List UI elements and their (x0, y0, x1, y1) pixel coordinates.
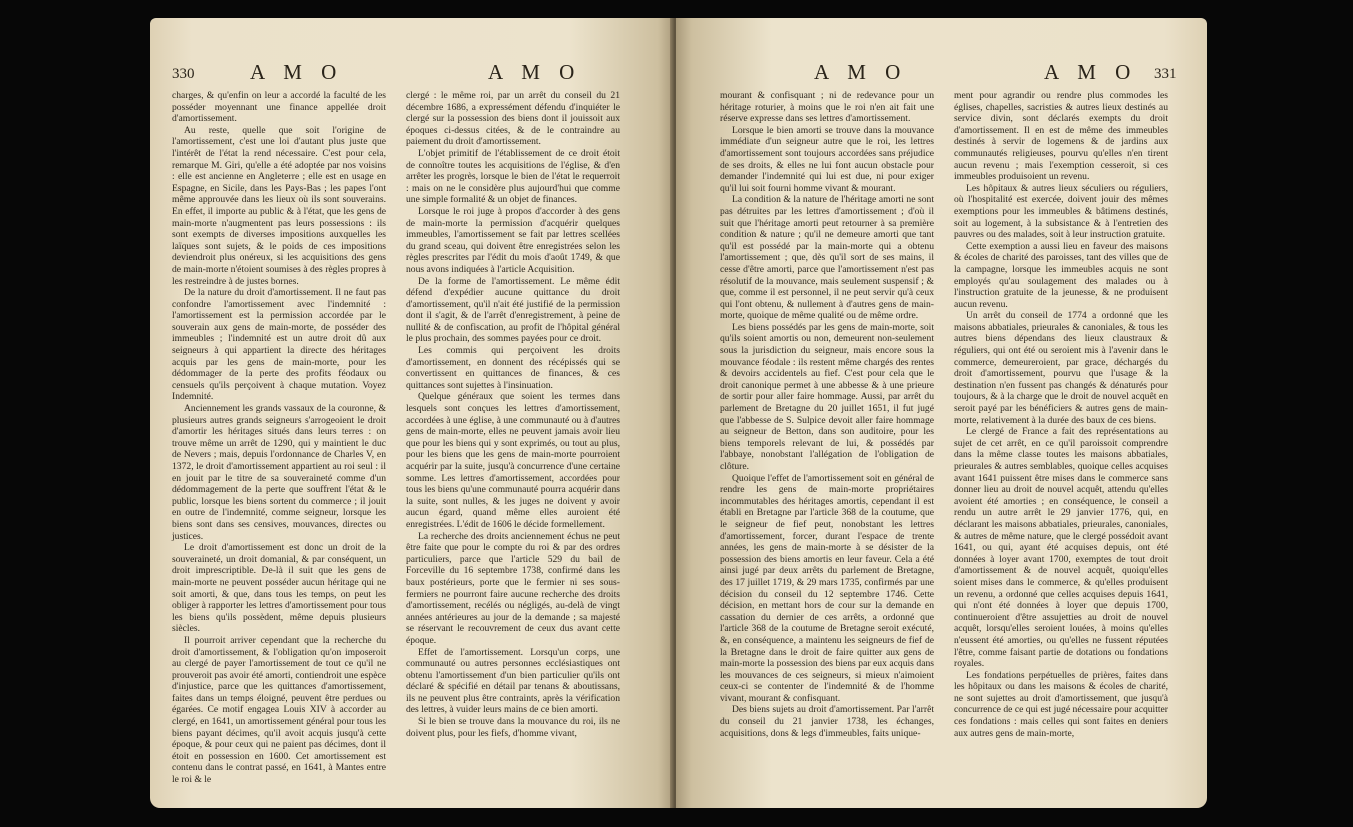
paragraph: Les hôpitaux & autres lieux séculiers ou réguliers, où l'hospitalité est exercée, doivent jouir des mêmes exemptions pour les immeubles & bâtimens destinés, soit au logement, à la subsistance & à l'entretien des pauvres ou des malades, soit à leur instruction gratuite. (954, 182, 1168, 241)
paragraph: Le clergé de France a fait des représentations au sujet de cet arrêt, en ce qu'il paroissoit comprendre dans la même classe toutes les maisons abbatiales, prieurales & autres semblables, quoique celles acquises avant 1641 puissent être mises dans le commerce sans donner lieu au droit de nouvel acquêt, attendu qu'elles avoient été amorties ; en conséquence, le conseil a rendu un autre arrêt le 29 janvier 1776, qui, en déclarant les maisons abbatiales, prieurales, canoniales, & autres de même nature, que le clergé possédoit avant 1641, ou qui, ayant été acquises depuis, ont été données à loyer avant 1700, exemptes de tout droit d'amortissement & de nouvel acquêt, quoiqu'elles soient mises dans le commerce, & qu'elles produisent un revenu, a ordonné que celles acquises depuis 1641, qui n'ont été données à loyer que depuis 1700, continueroient d'être assujetties au droit de nouvel acquêt, lorsqu'elles seroient louées, à moins qu'elles n'eussent été amorties, ou qu'elles ne fussent réputées l'être, comme faisant partie de dotations ou fondations royales. (954, 426, 1168, 670)
paragraph: charges, & qu'enfin on leur a accordé la faculté de les posséder moyennant une finance appellée droit d'amortissement. (172, 90, 386, 125)
left-page-column-2 (406, 90, 620, 739)
right-page-header (676, 60, 1207, 86)
paragraph: Cette exemption a aussi lieu en faveur des maisons & écoles de charité des paroisses, tant des villes que de la campagne, lorsque les immeubles acquis ne sont employés qu'au soulagement des malades ou à l'instruction gratuite de la jeunesse, & ne produisent aucun revenu. (954, 240, 1168, 310)
left-page-column-1 (172, 90, 386, 786)
right-page (676, 18, 1207, 808)
paragraph: La condition & la nature de l'héritage amorti ne sont pas détruites par les lettres d'amortissement ; d'où il suit que l'héritage amorti peut retourner à sa première condition & nature ; qu'il ne demeure amorti que tant qu'il est possédé par la main-morte qui a obtenu l'amortissement ; que, dès qu'il sort de ses mains, il cesse d'être amorti, parce que l'amortissement n'est pas résolutif de la mouvance, mais seulement suspensif ; & que, comme il est personnel, il ne peut servir qu'à ceux qui l'ont obtenu, & nullement à d'autres gens de main-morte, quoique de même qualité ou de même ordre. (720, 194, 934, 322)
book-spread (150, 18, 1205, 816)
paragraph: Lorsque le bien amorti se trouve dans la mouvance immédiate d'un seigneur autre que le roi, les lettres d'amortissement sont toujours accordées sans préjudice de ses droits, & elles ne lui font aucun obstacle pour demander l'indemnité qui lui est due, ni pour exiger qu'il lui soit fourni homme vivant & mourant. (720, 124, 934, 194)
right-page-column-2 (954, 90, 1168, 739)
paragraph: De la nature du droit d'amortissement. Il ne faut pas confondre l'amortissement avec l'indemnité : l'amortissement est la permission accordée par le souverain aux gens de main-morte, de posséder des immeubles ; l'indemnité est un autre droit dû aux seigneurs à qui appartient la directe des héritages acquis par les gens de main-morte, pour les dédommager de la perte des profits féodaux ou censuels qu'ils perçoivent à chaque mutation. Voyez Indemnité. (172, 287, 386, 403)
paragraph: Si le bien se trouve dans la mouvance du roi, ils ne doivent plus, pour les fiefs, d'homme vivant, (406, 716, 620, 739)
paragraph: Les commis qui perçoivent les droits d'amortissement, en donnent des récépissés qui se convertissent en quittances de finances, & ces quittances sont sujettes à l'insinuation. (406, 345, 620, 391)
left-header-word-2: A M O (488, 60, 582, 84)
paragraph: La recherche des droits anciennement échus ne peut être faite que pour le compte du roi & par des ordres particuliers, parce que l'article 529 du bail de Forceville du 16 septembre 1738, confirmé dans les baux postérieurs, porte que le fermier ni ses sous-fermiers ne pourront faire aucune recherche des droits d'amortissement, recélés ou négligés, au-delà de vingt années antérieures au jour de la demande ; sa majesté se réservant le recouvrement de ceux dus avant cette époque. (406, 530, 620, 646)
paragraph: Le droit d'amortissement est donc un droit de la souveraineté, un droit domanial, & par conséquent, un droit imprescriptible. De-là il suit que les gens de main-morte ne peuvent posséder aucun héritage qui ne soit amorti, & que, dans tous les temps, on peut les obliger à rapporter les lettres d'amortissement pour tous les biens qu'ils possèdent, même depuis plusieurs siècles. (172, 542, 386, 635)
right-header-word-1: A M O (814, 60, 908, 84)
paragraph: Il pourroit arriver cependant que la recherche du droit d'amortissement, & l'obligation qu'on imposeroit au clergé de payer l'amortissement de tout ce qu'il ne prouveroit pas avoir été amorti, contiendroit une espèce d'injustice, parce que les quittances d'amortissement, faites dans un temps éloigné, peuvent être perdues ou égarées. Ce motif engagea Louis XIV à accorder au clergé, en 1641, un amortissement général pour tous les biens payant décimes, qu'il avoit acquis jusqu'à cette époque, & pour ceux qui ne paient pas décimes, dont il étoit en possession en 1600. Cet amortissement est contenu dans le contrat passé, en 1641, à Mantes entre le roi & le (172, 634, 386, 786)
paragraph: Quoique l'effet de l'amortissement soit en général de rendre les gens de main-morte propriétaires incommutables des héritages amortis, cependant il est établi en Bretagne par l'article 368 de la coutume, que le seigneur de fief peut, nonobstant les lettres d'amortissement, forcer, durant l'espace de trente années, les gens de main-morte à se désister de la possession des biens amortis en leur faveur. Cela a été ainsi jugé par deux arrêts du parlement de Bretagne, des 17 juillet 1719, & 29 mars 1735, confirmés par une décision du conseil du 12 septembre 1746. Cette décision, en mettant hors de cour sur la demande en cassation du dernier de ces arrêts, a ordonné que l'article 368 de la coutume de Bretagne seroit exécuté, &, en conséquence, a maintenu les seigneurs de fief de la Bretagne dans le droit de faire quitter aux gens de main-morte la possession des biens par eux acquis dans les mouvances de ces seigneurs, si mieux n'aimoient ceux-ci se contenter de l'indemnité & de l'homme vivant, mourant & confisquant. (720, 472, 934, 704)
paragraph: Anciennement les grands vassaux de la couronne, & plusieurs autres grands seigneurs s'arrogeoient le droit d'amortir les héritages situés dans leurs terres : on trouve même un arrêt de 1290, qui y maintient le duc de Nevers ; mais, depuis l'ordonnance de Charles V, en 1372, le droit d'amortissement appartient au roi seul : il en jouit par le titre de sa souveraineté comme d'un dédommagement de la perte que souffrent l'état & le public, lorsque les biens sortent du commerce ; il jouit en outre de l'indemnité, comme seigneur, lorsque les biens sont dans ses censives, mouvances, directes ou justices. (172, 403, 386, 542)
left-header-word-1: A M O (250, 60, 344, 84)
paragraph: Un arrêt du conseil de 1774 a ordonné que les maisons abbatiales, prieurales & canoniales, & tous les autres biens dépendans des lieux claustraux & réguliers, qui ont été ou seroient mis à l'avenir dans le commerce, demeureroient, par grace, déchargés du droit d'amortissement, pourvu que l'usage & la destination n'en fussent pas changés & dénaturés pour toujours, & à la charge que le droit de nouvel acquêt en seroit payé par les bénéficiers & autres gens de main-morte, relativement à la durée des baux de ces biens. (954, 310, 1168, 426)
paragraph: Lorsque le roi juge à propos d'accorder à des gens de main-morte la permission d'acquérir quelques immeubles, l'amortissement se fait par lettres scellées du grand sceau, qui doivent être enregistrées selon les règles prescrites par l'édit du mois d'août 1749, & que nous avons indiquées à l'article Acquisition. (406, 205, 620, 275)
paragraph: ment pour agrandir ou rendre plus commodes les églises, chapelles, sacristies & autres lieux destinés au service divin, sont déclarés exempts du droit d'amortissement. Il en est de même des immeubles destinés à servir de logemens & de jardins aux communautés religieuses, pourvu qu'elles n'en tirent aucun revenu ; mais l'exemption cesseroit, si ces immeubles produisoient un revenu. (954, 90, 1168, 183)
paragraph: clergé : le même roi, par un arrêt du conseil du 21 décembre 1686, a expressément défendu d'inquiéter le clergé sur la possession des biens dont il jouissoit aux époques ci-dessus citées, & de le contraindre au paiement du droit d'amortissement. (406, 90, 620, 148)
paragraph: mourant & confisquant ; ni de redevance pour un héritage roturier, à moins que le roi n'en ait fait une réserve expresse dans ses lettres d'amortissement. (720, 90, 934, 125)
paragraph: Quelque généraux que soient les termes dans lesquels sont conçues les lettres d'amortissement, accordées à une église, à une communauté ou à d'autres gens de main-morte, elles ne peuvent jamais avoir lieu que pour les biens qui y sont exprimés, ou tout au plus, pour les biens que les gens de main-morte pourroient acquérir par la suite, jusqu'à concurrence d'une certaine somme. Les lettres d'amortissement, accordées pour tous les biens qu'une communauté pourra acquérir dans la suite, sont nulles, & les juges ne doivent y avoir aucun égard, quand même elles auroient été enregistrées. L'édit de 1606 le décide formellement. (406, 391, 620, 530)
left-page (150, 18, 674, 808)
paragraph: Effet de l'amortissement. Lorsqu'un corps, une communauté ou autres personnes ecclésiastiques ont obtenu l'amortissement d'un bien particulier qu'ils ont déclaré & spécifié en détail par tenans & aboutissans, ils ne peuvent plus être contraints, après la vérification des lettres, à vuider leurs mains de ce bien amorti. (406, 646, 620, 716)
paragraph: Les fondations perpétuelles de prières, faites dans les hôpitaux ou dans les maisons & écoles de charité, ne sont sujettes au droit d'amortissement, que jusqu'à concurrence de ce qui est jugé nécessaire pour acquitter ces fondations : mais celles qui sont faites en deniers aux autres gens de main-morte, (954, 669, 1168, 739)
paragraph: Des biens sujets au droit d'amortissement. Par l'arrêt du conseil du 21 janvier 1738, les échanges, acquisitions, dons & legs d'immeubles, faits unique- (720, 704, 934, 739)
right-page-column-1 (720, 90, 934, 739)
left-page-number: 330 (172, 66, 195, 82)
paragraph: Les biens possédés par les gens de main-morte, soit qu'ils soient amortis ou non, demeurent non-seulement sous la jurisdiction du seigneur, mais encore sous la mouvance féodale : ils restent même chargés des rentes & devoirs accidentels au fief. C'est pour cela que le droit canonique permet à une abbesse & à une prieure de sortir pour aller faire hommage. Aussi, par arrêt du parlement de Bretagne du 20 juillet 1651, il fut jugé que l'abbesse de S. Sulpice devoit aller faire hommage au seigneur de Betton, dans son auditoire, pour les biens temporels relevant de lui, & possédés par l'abbaye, nonobstant l'allégation de l'obligation de clôture. (720, 321, 934, 472)
right-header-word-2: A M O (1044, 60, 1138, 84)
paragraph: L'objet primitif de l'établissement de ce droit étoit de connoître toutes les acquisitions de l'église, & d'en arrêter les progrès, lorsque le bien de l'état le requerroit : mais on ne le considère plus aujourd'hui que comme une simple formalité & un objet de finances. (406, 147, 620, 206)
left-page-header (150, 60, 674, 86)
paragraph: Au reste, quelle que soit l'origine de l'amortissement, c'est une loi d'autant plus juste que l'intérêt de l'état la rend nécessaire. C'est pour cela, remarque M. Giri, qu'elle a été adoptée par nos voisins : elle est ancienne en Angleterre ; elle est en usage en Espagne, en Sicile, dans les Pays-Bas ; les papes l'ont même approuvée dans les lieux où ils sont souverains. En effet, il importe au public & à l'état, que les gens de main-morte n'augmentent pas leurs possessions : ils sont exempts de diverses impositions auxquelles les laïques sont sujets, & le poids de ces impositions deviendroit plus onéreux, si les acquisitions des gens de main-morte n'étoient soumises à des règles propres à les restreindre à de justes bornes. (172, 124, 386, 287)
paragraph: De la forme de l'amortissement. Le même édit défend d'expédier aucune quittance du droit d'amortissement, qu'il n'ait été justifié de la permission dont il s'agit, & de l'arrêt d'enregistrement, à peine de nullité & de confiscation, au profit de l'hôpital général le plus prochain, des sommes payées pour ce droit. (406, 275, 620, 345)
right-page-number: 331 (1154, 66, 1177, 82)
